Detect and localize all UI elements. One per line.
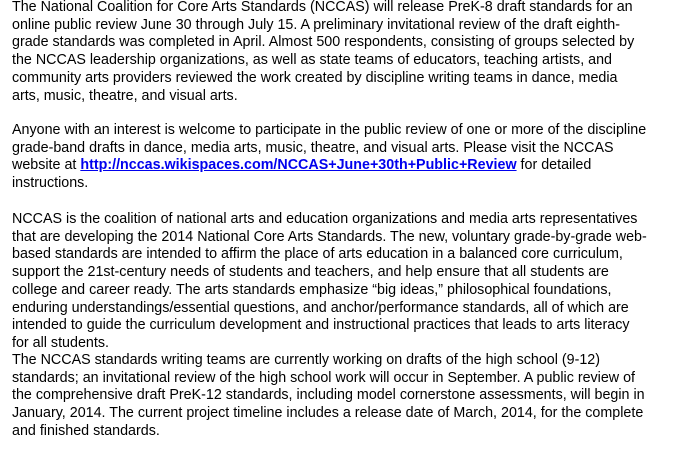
- text-line: that are developing the 2014 National Core Arts Standards. The new, voluntary grade-by-grade web-: [12, 228, 647, 245]
- text-line: The National Coalition for Core Arts Standards (NCCAS) will release PreK-8 draft standards for an: [12, 0, 633, 15]
- text-line-with-link: [12, 157, 646, 175]
- text-line: the NCCAS leadership organizations, as well as state teams of educators, teaching artists, and: [12, 52, 612, 69]
- text-line: The NCCAS standards writing teams are currently working on drafts of the high school (9-12): [12, 352, 601, 368]
- text-line: based standards are intended to affirm the place of arts education in a balanced core curriculum,: [12, 246, 623, 263]
- paragraph-high-school-timeline: [12, 352, 645, 441]
- text-line: grade-band drafts in dance, media arts, music, theatre, and visual arts. Please visit the NCCAS: [12, 139, 614, 156]
- nccas-review-link[interactable]: http://nccas.wikispaces.com/NCCAS+June+30th+Public+Review: [80, 157, 517, 174]
- text-line: for all students.: [12, 334, 109, 351]
- text-line: January, 2014. The current project timeline includes a release date of March, 2014, for the complete: [12, 405, 644, 422]
- text-segment: website at: [12, 157, 81, 174]
- text-line: intended to guide the curriculum development and instructional practices that leads to arts literacy: [12, 317, 630, 334]
- text-line: community arts providers reviewed the work created by discipline writing teams in dance, media: [12, 69, 618, 86]
- paragraph-about-nccas: [12, 211, 647, 353]
- text-line: and finished standards.: [12, 422, 160, 439]
- text-line: NCCAS is the coalition of national arts and education organizations and media arts representatives: [12, 211, 638, 227]
- text-line: support the 21st-century needs of students and teachers, and help ensure that all students are: [12, 264, 609, 281]
- text-line: enduring understandings/essential questions, and anchor/performance standards, all of which are: [12, 299, 629, 316]
- text-line: grade standards was completed in April. Almost 500 respondents, consisting of groups selected by: [12, 34, 635, 51]
- text-line: the comprehensive draft PreK-12 standards, including model cornerstone assessments, will begin in: [12, 387, 645, 404]
- text-line: standards; an invitational review of the high school work will occur in September. A public review of: [12, 369, 636, 386]
- text-line: online public review June 30 through July 15. A preliminary invitational review of the draft eighth-: [12, 16, 620, 33]
- text-line: Anyone with an interest is welcome to participate in the public review of one or more of the discipline: [12, 122, 647, 138]
- paragraph-participation: [12, 122, 646, 193]
- text-line: instructions.: [12, 175, 89, 192]
- text-line: college and career ready. The arts standards emphasize “big ideas,” philosophical foundations,: [12, 281, 612, 298]
- text-line: arts, music, theatre, and visual arts.: [12, 87, 238, 104]
- text-segment: for detailed: [516, 157, 592, 174]
- paragraph-release-announcement: [12, 0, 634, 105]
